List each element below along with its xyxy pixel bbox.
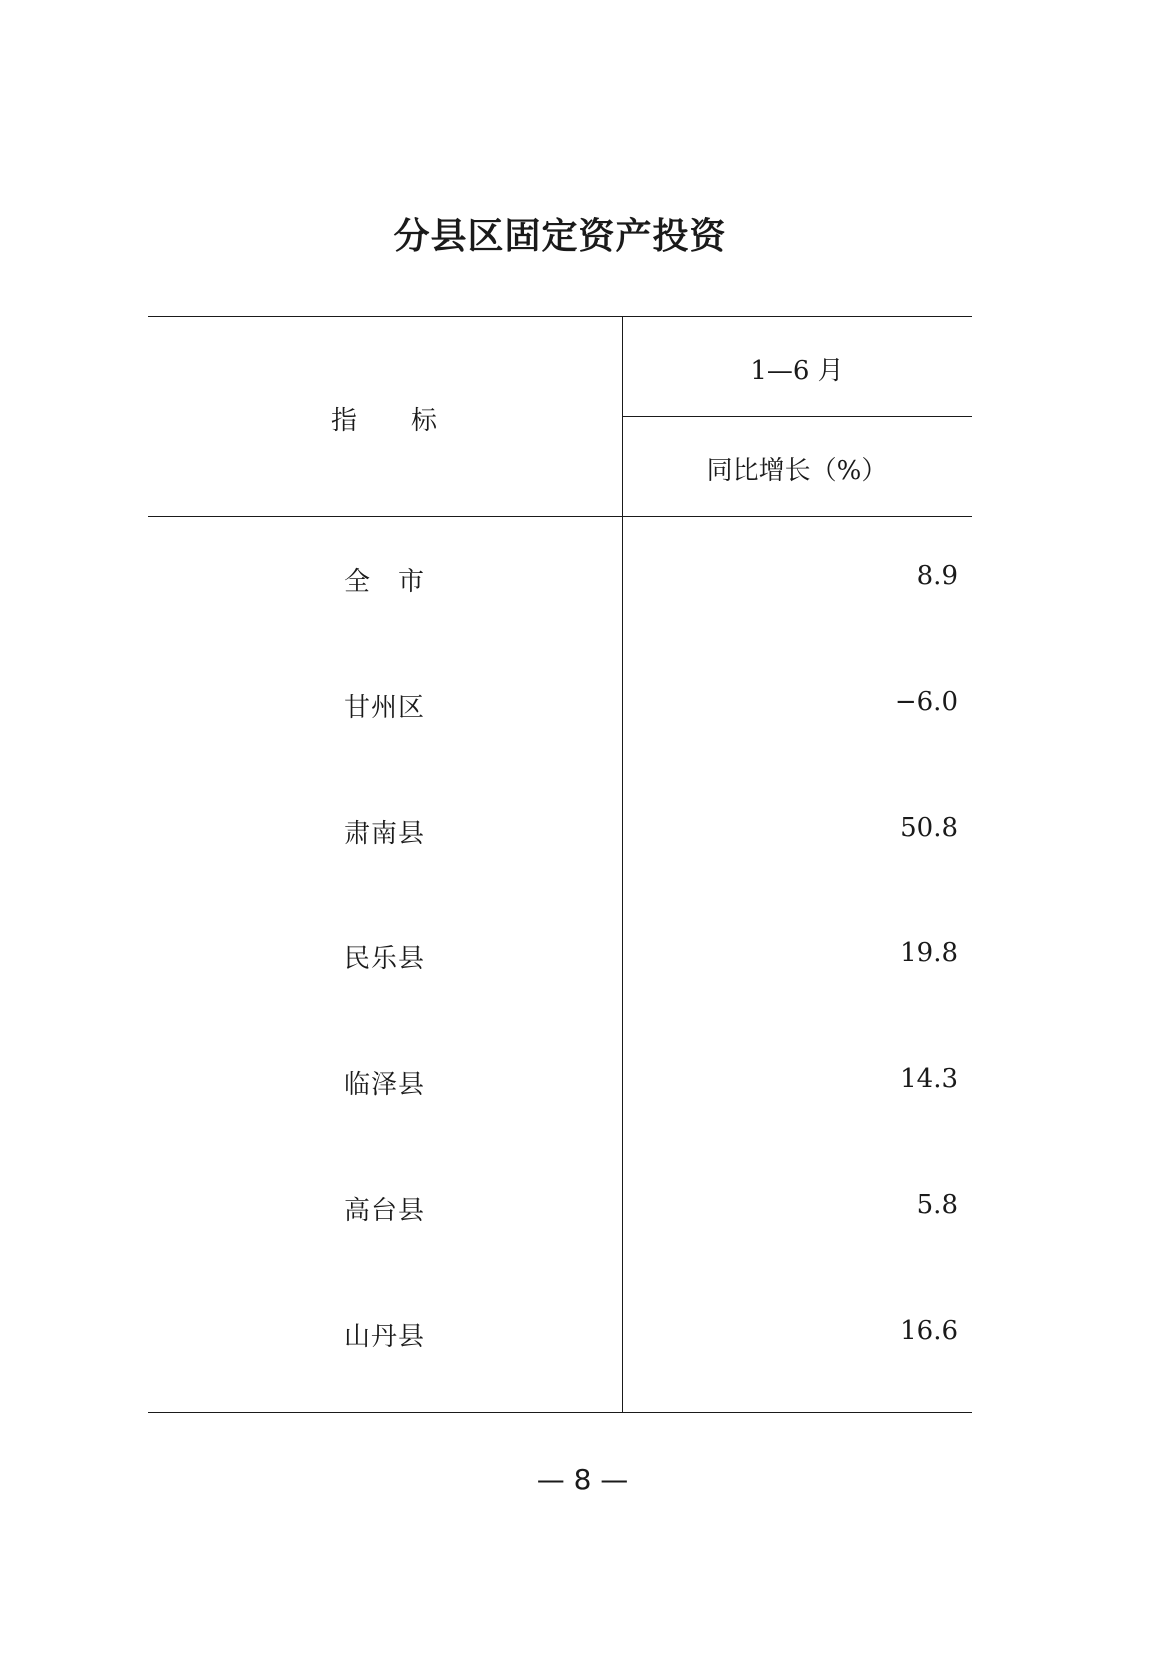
row-value: 16.6: [900, 1316, 958, 1346]
row-value: −6.0: [894, 687, 958, 717]
table-top-rule: [148, 316, 972, 317]
header-growth: 同比增长（%）: [706, 456, 888, 486]
row-value: 5.8: [916, 1190, 958, 1220]
row-value: 19.8: [900, 938, 958, 968]
header-period: 1—6 月: [750, 356, 844, 386]
row-value: 50.8: [900, 813, 958, 843]
row-name: 山丹县: [344, 1322, 426, 1352]
row-name: 临泽县: [344, 1070, 426, 1100]
header-indicator-left: 指: [330, 406, 359, 436]
table-row: [148, 1064, 972, 1104]
header-indicator-right: 标: [411, 406, 440, 436]
row-name: 高台县: [344, 1196, 426, 1226]
table-row: [148, 561, 972, 601]
header-sub-rule: [622, 416, 972, 417]
page-title: 分县区固定资产投资: [393, 216, 727, 257]
table-row: [148, 1190, 972, 1230]
row-value: 14.3: [900, 1064, 958, 1094]
table-bottom-rule: [148, 1412, 972, 1413]
table-row: [148, 813, 972, 853]
page-number: — 8 —: [536, 1463, 629, 1496]
investment-table: [148, 316, 972, 1412]
table-row: [148, 1316, 972, 1356]
row-name: 甘州区: [344, 693, 426, 723]
row-value: 8.9: [916, 561, 958, 591]
row-name: 肃南县: [344, 819, 426, 849]
table-row: [148, 938, 972, 978]
table-row: [148, 687, 972, 727]
header-indicator: [148, 400, 622, 437]
row-name: 全 市: [344, 567, 426, 597]
row-name: 民乐县: [344, 944, 426, 974]
header-bottom-rule: [148, 516, 972, 517]
